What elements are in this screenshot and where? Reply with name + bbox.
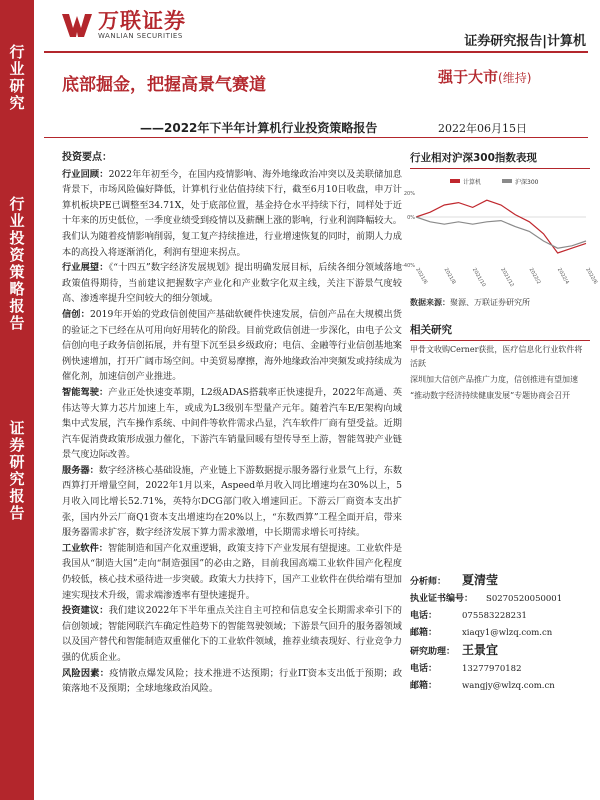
section-label: 工业软件：	[62, 542, 108, 554]
assist-mail-key: 邮箱：	[410, 681, 438, 691]
report-date: 2022年06月15日	[438, 122, 527, 135]
chart-source-value: 聚源、万联证券研究所	[450, 298, 530, 307]
rating-note: (维持)	[498, 71, 532, 85]
sidebar-label-securities-report: 证 券 研 究 报 告	[9, 419, 25, 522]
section-text: 产业正处快速变革期，L2级ADAS搭载率正快速提升，2022年高通、英伟达等大算力芯片加速上车，或成为L3级别车型量产元年。随着汽车E/E架构向域集中式发展，汽车操作系统、中间件等软件需求凸显，汽车软件厂商有望受益。近期汽车促消费政策形成强力催化，下游汽车销量回暖有望传导至上游，智能驾驶产业链景气度边际改善。	[62, 386, 403, 461]
section-label: 行业回顾：	[62, 168, 109, 180]
summary-heading: 投资要点：	[62, 152, 112, 163]
legend-swatch	[450, 179, 460, 183]
x-tick-label: 2022/2	[527, 267, 542, 286]
sidebar-label-industry-research: 行 业 研 究	[9, 43, 25, 112]
assistant-tel: 13277970182	[462, 664, 522, 674]
related-item[interactable]: “推动数字经济持续健康发展”专题协商会召开	[410, 391, 571, 400]
sidebar	[0, 0, 34, 800]
section-label: 信创：	[62, 308, 90, 320]
section-text: 疫情散点爆发风险；技术推进不达预期；行业IT资本支出低于预期；政策落地不及预期；全球地缘政治风险。	[62, 667, 403, 695]
x-tick-label: 2022/6	[584, 267, 599, 286]
section-text: 智能制造和国产化双重逻辑，政策支持下产业发展有望提速。工业软件是我国从“制造大国”走向“制造强国”的必由之路，目前我国高端工业软件国产化程度仍较低，核心技术亟待进一步突破。政策大力扶持下，国产工业软件在供给端有望加速实现技术升级，需求端渗透率有望快速提升。	[62, 542, 403, 601]
company-logo	[62, 10, 186, 40]
analyst-name: 夏清莹	[462, 573, 499, 587]
summary-section	[62, 307, 402, 385]
cert-key: 执业证书编号：	[410, 594, 474, 604]
summary-section	[62, 385, 402, 463]
summary-section	[62, 603, 402, 665]
section-label: 服务器：	[62, 464, 99, 476]
report-category: 证券研究报告|计算机	[464, 34, 586, 49]
series-line	[416, 217, 586, 248]
x-tick-label: 2022/4	[555, 267, 570, 286]
x-tick-label: 2021/8	[442, 267, 457, 286]
title-divider	[44, 137, 588, 138]
performance-chart	[402, 173, 599, 289]
summary-section	[62, 167, 402, 261]
logo-chinese-name: 万联证券	[98, 9, 186, 33]
section-text: 数字经济核心基础设施，产业链上下游数据提示服务器行业景气上行，东数西算打开增量空间，2022年1月以来，Aspeed单月收入同比增速均在30%以上，5月收入同比增长52.71%，英特尔DCG部门收入增速回正。下游云厂商资本支出扩张，国内外云厂商Q1资本支出增速均在20%以上，“东数西算”工程全面开启，带来服务器需求扩容，数字经济发展下算力需求激增，中长期需求增长可持续。	[62, 464, 403, 539]
logo-english-name: WANLIAN SECURITIES	[98, 32, 183, 40]
related-item[interactable]: 深圳加大信创产品推广力度，信创推进有望加速	[410, 375, 578, 384]
chart-source	[410, 297, 590, 308]
summary-section	[62, 541, 402, 603]
tel-key: 电话：	[410, 611, 438, 621]
chart-title: 行业相对沪深300指数表现	[410, 150, 590, 169]
right-column	[402, 150, 599, 403]
x-tick-label: 2021/10	[470, 267, 487, 288]
related-research-heading: 相关研究	[410, 322, 590, 341]
x-tick-label: 2021/6	[414, 267, 429, 286]
analyst-label: 分析师：	[410, 577, 447, 587]
investment-summary	[62, 150, 402, 697]
rating-main: 强于大市	[438, 68, 499, 86]
related-item[interactable]: 甲骨文收购Cerner获批，医疗信息化行业软件将活跃	[410, 345, 583, 368]
y-tick-label: -40%	[402, 263, 415, 269]
section-label: 投资建议：	[62, 605, 109, 617]
section-text: 2022年年初至今，在国内疫情影响、海外地缘政治冲突以及美联储加息背景下，市场风险偏好降低，计算机行业估值持续下行，截至6月10日收盘，申万计算机板块PE已调整至34.71X，处于底部位置，基金持仓水平持续下行，同样处于近十年来的历史低位，一季度业绩受到疫情以及薪酬上涨的影响，行业利润降幅较大。我们认为随着疫情影响削弱，复工复产持续推进，行业增速恢复的同时，前期人力成本的高投入将逐渐消化，利润有望迎来拐点。	[62, 168, 402, 258]
legend-label: 沪深300	[515, 179, 539, 186]
x-tick-label: 2021/12	[499, 267, 515, 288]
assistant-mail[interactable]: wangjy@wlzq.com.cn	[462, 681, 555, 691]
assistant-label: 研究助理：	[410, 647, 456, 657]
analyst-info	[410, 572, 590, 695]
summary-section	[62, 463, 402, 541]
section-text: 2019年开始的党政信创使国产基础软硬件快速发展，信创产品在大规模出货的验证之下已经在从可用向好用转化的阶段。目前党政信创进一步深化，由电子公文信创向电子政务信创拓展，并有望下沉至县乡级政府；电信、金融等行业信创基地案例快速增加，打开广阔市场空间。中美贸易摩擦，海外地缘政治冲突频发或持续成为催化剂，加速信创产业推进。	[62, 308, 402, 383]
section-label: 行业展望：	[62, 262, 109, 274]
analyst-tel: 075583228231	[462, 611, 527, 621]
y-tick-label: 20%	[403, 191, 415, 197]
section-label: 智能驾驶：	[62, 386, 109, 398]
section-label: 风险因素：	[62, 667, 110, 679]
section-text: 我们建议2022年下半年重点关注自主可控和信息安全长期需求牵引下的信创领域；智能网联汽车确定性趋势下的智能驾驶领域；下游景气回升的服务器领域以及国产替代和智能制造双重催化下的工业软件领域，推荐业绩表现好、行业竞争力强的优质企业。	[62, 605, 402, 663]
legend-swatch	[502, 179, 512, 183]
series-line	[416, 200, 586, 253]
section-text: 《“十四五”数字经济发展规划》提出明确发展目标，后续各细分领域落地政策值得期待，当前建议把握数字产业化和产业数字化双主线，关注下游景气度较高、渗透率提升空间较大的细分领域。	[62, 262, 403, 305]
cert-number: S0270520050001	[486, 594, 563, 604]
chart-source-key: 数据来源：	[410, 298, 450, 307]
summary-section	[62, 666, 402, 697]
summary-section	[62, 260, 402, 307]
y-tick-label: 0%	[407, 215, 415, 221]
assistant-name: 王景宜	[462, 643, 499, 657]
legend-label: 计算机	[463, 179, 482, 186]
logo-w-icon	[62, 12, 92, 38]
header-divider	[44, 51, 588, 53]
mail-key: 邮箱：	[410, 628, 438, 638]
analyst-mail[interactable]: xiaqy1@wlzq.com.cn	[462, 628, 553, 638]
report-title: 底部掘金，把握高景气赛道	[62, 75, 266, 95]
assist-tel-key: 电话：	[410, 664, 438, 674]
report-subtitle: ——2022年下半年计算机行业投资策略报告	[140, 121, 378, 135]
rating	[438, 66, 531, 87]
sidebar-label-report-type: 行 业 投 资 策 略 报 告	[9, 195, 25, 332]
